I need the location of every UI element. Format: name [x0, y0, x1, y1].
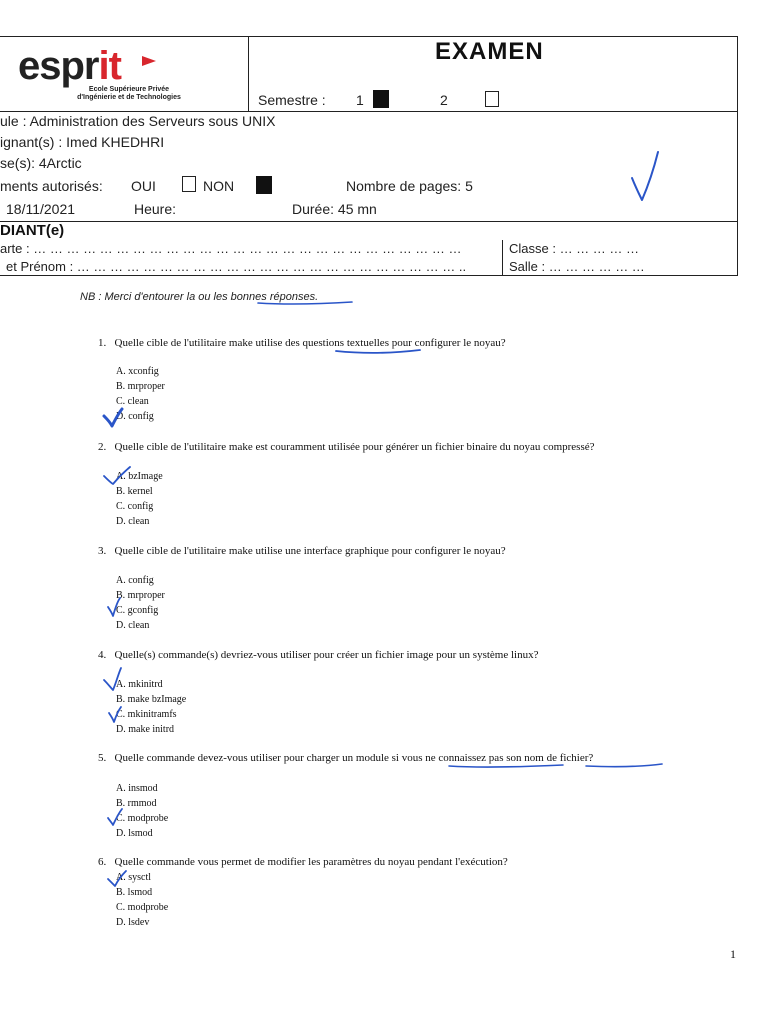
documents-oui-label: OUI [131, 178, 156, 194]
header-divider [0, 221, 738, 222]
underline-stroke [586, 764, 662, 767]
pages-count: Nombre de pages: 5 [346, 178, 473, 194]
documents-non-checkbox[interactable] [256, 176, 272, 194]
logo-subtitle: Ecole Supérieure Privée d'Ingénierie et de Technologies [77, 86, 181, 101]
answer-option[interactable]: D. config [116, 411, 154, 422]
semester-1-label: 1 [356, 92, 364, 108]
documents-label: ments autorisés: [0, 178, 103, 194]
answer-option[interactable]: C. clean [116, 396, 149, 407]
question-5-options [116, 781, 168, 841]
answer-option[interactable]: B. lsmod [116, 887, 153, 898]
logo-flag-icon [142, 56, 156, 66]
answer-option[interactable]: B. mrproper [116, 590, 165, 601]
class-line: se(s): 4Arctic [0, 155, 82, 171]
nb-note: NB : Merci d'entourer la ou les bonnes réponses. [80, 291, 319, 303]
semester-2-label: 2 [440, 92, 448, 108]
exam-time-label: Heure: [134, 201, 177, 217]
answer-option[interactable]: A. xconfig [116, 366, 159, 377]
student-name-field[interactable]: et Prénom : … … … … … … … … … … … … … … … … … … … … … … … .. [6, 259, 467, 274]
question-1: 1. Quelle cible de l'utilitaire make utilise des questions textuelles pour configurer le noyau? [98, 337, 506, 349]
answer-option[interactable]: C. modprobe [116, 813, 169, 824]
documents-oui-checkbox[interactable] [182, 176, 196, 192]
answer-option[interactable]: A. config [116, 575, 154, 586]
answer-option[interactable]: D. clean [116, 620, 150, 631]
question-1-options [116, 364, 165, 424]
answer-option[interactable]: A. bzImage [116, 471, 163, 482]
answer-option[interactable]: A. mkinitrd [116, 679, 163, 690]
question-2-options [116, 469, 163, 529]
question-4-options [116, 677, 186, 737]
logo-wordmark: esprit [18, 44, 121, 88]
exam-title: EXAMEN [435, 38, 544, 65]
teacher-line: ignant(s) : Imed KHEDHRI [0, 134, 165, 150]
answer-option[interactable]: B. make bzImage [116, 694, 187, 705]
answer-option[interactable]: C. mkinitramfs [116, 709, 177, 720]
student-room-field[interactable]: Salle : … … … … … … [509, 259, 645, 274]
answer-option[interactable]: C. gconfig [116, 605, 159, 616]
school-logo [18, 44, 181, 101]
answer-option[interactable]: B. rmmod [116, 798, 157, 809]
header-divider [0, 111, 738, 112]
answer-option[interactable]: C. config [116, 501, 154, 512]
student-card-field[interactable]: arte : … … … … … … … … … … … … … … … … … … … … … … … … … … [0, 241, 462, 256]
semester-label: Semestre : [258, 92, 326, 108]
exam-duration: Durée: 45 mn [292, 201, 377, 217]
answer-option[interactable]: A. sysctl [116, 872, 151, 883]
semester-1-checkbox[interactable] [373, 90, 389, 108]
answer-option[interactable]: D. lsmod [116, 828, 153, 839]
page-number: 1 [730, 947, 736, 961]
student-section-title: DIANT(e) [0, 222, 65, 239]
question-4: 4. Quelle(s) commande(s) devriez-vous utiliser pour créer un fichier image pour un système linux? [98, 649, 539, 661]
answer-option[interactable]: D. clean [116, 516, 150, 527]
question-2: 2. Quelle cible de l'utilitaire make est couramment utilisée pour générer un fichier binaire du noyau compressé? [98, 441, 595, 453]
exam-date: 18/11/2021 [6, 201, 76, 217]
question-3: 3. Quelle cible de l'utilitaire make utilise une interface graphique pour configurer le noyau? [98, 545, 506, 557]
student-class-field[interactable]: Classe : … … … … … [509, 241, 640, 256]
question-5: 5. Quelle commande devez-vous utiliser pour charger un module si vous ne connaissez pas son nom de fichier? [98, 752, 594, 764]
answer-option[interactable]: D. lsdev [116, 917, 150, 928]
answer-option[interactable]: A. insmod [116, 783, 158, 794]
semester-2-checkbox[interactable] [485, 91, 499, 107]
header-divider-vertical [248, 36, 249, 112]
answer-option[interactable]: B. kernel [116, 486, 153, 497]
answer-option[interactable]: D. make initrd [116, 724, 175, 735]
underline-stroke [336, 350, 420, 353]
answer-option[interactable]: B. mrproper [116, 381, 165, 392]
documents-non-label: NON [203, 178, 235, 194]
answer-option[interactable]: C. modprobe [116, 902, 169, 913]
question-3-options [116, 573, 165, 633]
underline-stroke [449, 765, 563, 767]
module-line: ule : Administration des Serveurs sous UNIX [0, 113, 276, 129]
question-6-options [116, 870, 168, 930]
header-divider-vertical [502, 240, 503, 276]
question-6: 6. Quelle commande vous permet de modifier les paramètres du noyau pendant l'exécution? [98, 856, 508, 868]
